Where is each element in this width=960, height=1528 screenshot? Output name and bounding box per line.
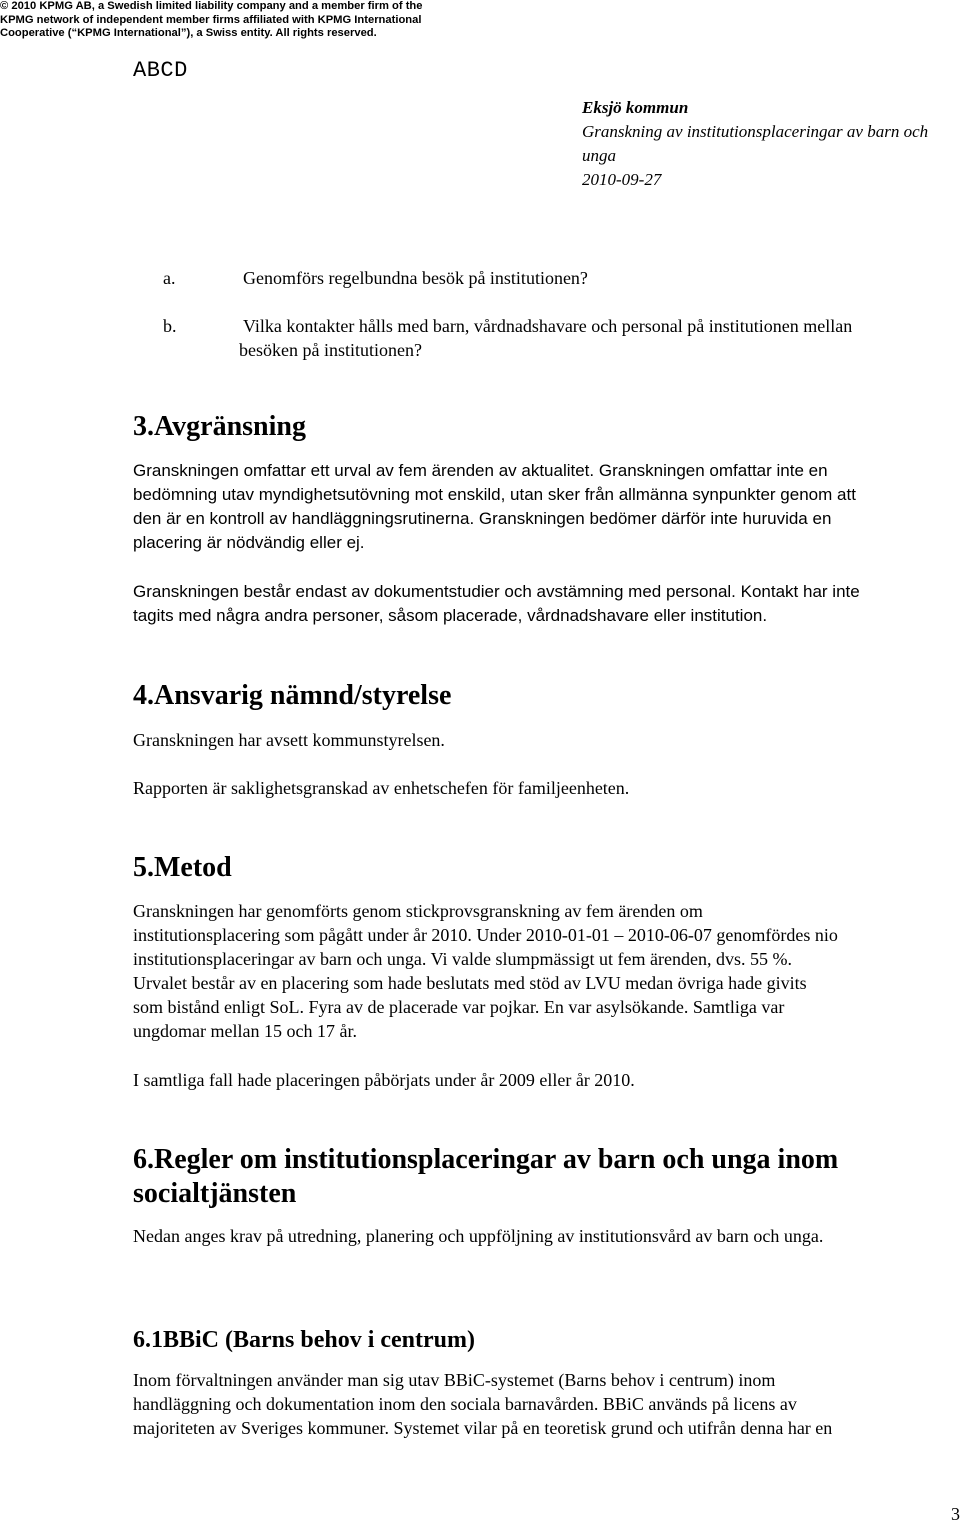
list-item-b-line1: Vilka kontakter hålls med barn, vårdnadshavare och personal på institutionen mellan [243,316,853,336]
section-4-paragraph-2: Rapporten är saklighetsgranskad av enhetschefen för familjeenheten. [133,778,630,798]
list-marker-a: a. [163,268,176,288]
header-organization: Eksjö kommun [582,98,689,117]
paragraph-line: tagits med några andra personer, såsom placerade, vårdnadshavare eller institution. [133,606,768,625]
paragraph-line: bedömning utav myndighetsutövning mot enskild, utan sker från allmänna synpunkter genom att [133,485,856,504]
paragraph-line: den är en kontroll av handläggningsrutinerna. Granskningen bedömer därför inte huruvida en [133,509,832,528]
header-date: 2010-09-27 [582,170,662,189]
paragraph-line: Granskningen har genomförts genom stickprovsgranskning av fem ärenden om [133,901,703,921]
paragraph-line: placering är nödvändig eller ej. [133,533,365,552]
copyright-line: KPMG network of independent member firms affiliated with KPMG International [0,13,422,26]
section-5-heading: 5.Metod [133,852,232,883]
paragraph-line: Inom förvaltningen använder man sig utav BBiC-systemet (Barns behov i centrum) inom [133,1370,776,1390]
list-item-b-line2: besöken på institutionen? [239,340,422,360]
section-3-paragraph-2 [133,580,960,628]
paragraph-line: Granskningen omfattar ett urval av fem ärenden av aktualitet. Granskningen omfattar inte en [133,461,828,480]
section-4-heading: 4.Ansvarig nämnd/styrelse [133,680,452,711]
paragraph-line: som bistånd enligt SoL. Fyra av de placerade var pojkar. En var asylsökande. Samtliga var [133,997,785,1017]
paragraph-line: Granskningen består endast av dokumentstudier och avstämning med personal. Kontakt har inte [133,582,860,601]
section-6-heading-line1: 6.Regler om institutionsplaceringar av barn och unga inom [133,1144,839,1175]
paragraph-line: handläggning och dokumentation inom den sociala barnavården. BBiC används på licens av [133,1394,797,1414]
copyright-line: © 2010 KPMG AB, a Swedish limited liability company and a member firm of the [0,0,423,12]
section-6-1-heading: 6.1BBiC (Barns behov i centrum) [133,1327,475,1353]
kpmg-logo-text: ABCD [133,58,188,83]
document-header [582,96,952,192]
section-4-paragraph-1: Granskningen har avsett kommunstyrelsen. [133,730,445,750]
list-item-a: Genomförs regelbundna besök på institutionen? [243,268,588,288]
paragraph-line: institutionsplaceringar av barn och unga. Vi valde slumpmässigt ut fem ärenden, dvs. 55 %. [133,949,792,969]
paragraph-line: ungdomar mellan 15 och 17 år. [133,1021,357,1041]
section-6-1-paragraph-1 [133,1368,960,1440]
copyright-notice [0,0,440,41]
header-title-line: Granskning av institutionsplaceringar av barn och [582,122,929,141]
section-5-paragraph-1 [133,899,960,1043]
paragraph-line: institutionsplacering som pågått under år 2010. Under 2010-01-01 – 2010-06-07 genomfördes nio [133,925,838,945]
copyright-line: Cooperative (“KPMG International”), a Swiss entity. All rights reserved. [0,27,377,39]
paragraph-line: majoriteten av Sveriges kommuner. Systemet vilar på en teoretisk grund och utifrån denna har en [133,1418,833,1438]
section-6-heading-line2: socialtjänsten [133,1178,297,1209]
section-3-paragraph-1 [133,459,960,555]
section-5-paragraph-2: I samtliga fall hade placeringen påbörjats under år 2009 eller år 2010. [133,1070,635,1090]
section-6-paragraph-1: Nedan anges krav på utredning, planering och uppföljning av institutionsvård av barn och unga. [133,1226,824,1246]
paragraph-line: Urvalet består av en placering som hade beslutats med stöd av LVU medan övriga hade givits [133,973,807,993]
section-3-heading: 3.Avgränsning [133,411,306,442]
page-number: 3 [951,1504,960,1524]
list-marker-b: b. [163,316,177,336]
header-title-line: unga [582,146,616,165]
